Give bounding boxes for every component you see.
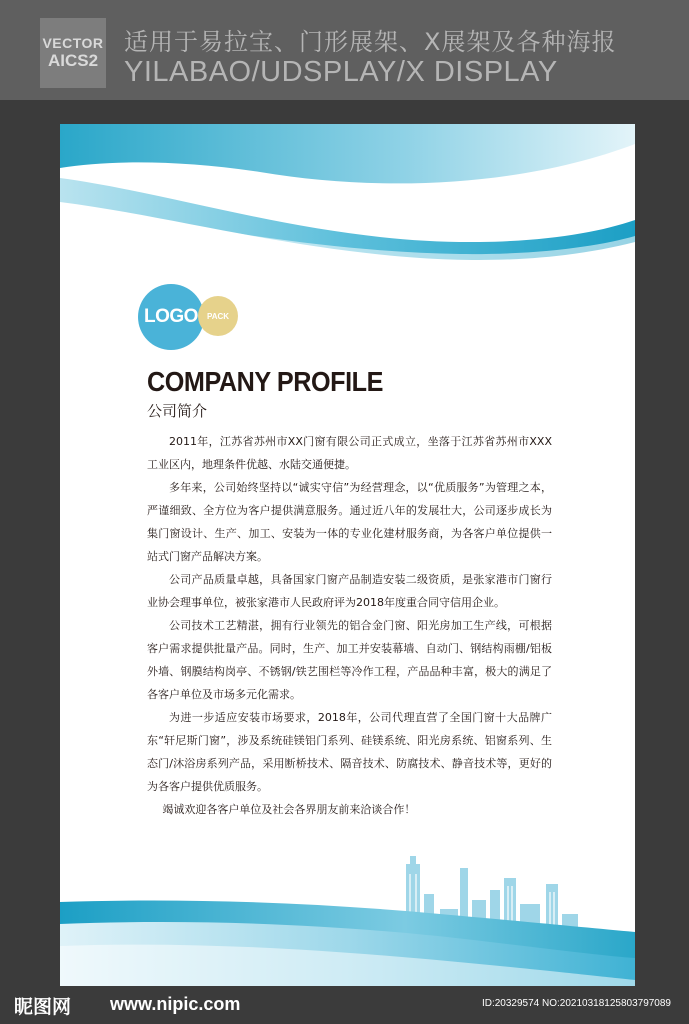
site-logo: 昵图网 [14,996,72,1018]
vector-badge [40,18,106,88]
profile-body [147,430,552,821]
poster [60,124,635,986]
profile-closing: 竭诚欢迎各客户单位及社会各界朋友前来洽谈合作！ [162,803,416,816]
logo-pack-circle: PACK [198,296,238,336]
top-wave-graphic [60,124,635,274]
badge-line2: AICS2 [47,51,99,71]
profile-paragraph: 多年来，公司始终坚持以“诚实守信”为经营理念，以“优质服务”为管理之本，严谨细致、全方位为客户提供满意服务。通过近八年的发展壮大，公司逐步成长为集门窗设计、生产、加工、安装为一体的专业化建材服务商，为各客户单位提供一站式门窗产品解决方案。 [147,481,552,563]
profile-paragraph: 公司技术工艺精湛，拥有行业领先的铝合金门窗、阳光房加工生产线，可根据客户需求提供批量产品。同时，生产、加工并安装幕墙、自动门、钢结构雨棚/铝板外墙、钢膜结构岗亭、不锈钢/铁艺围栏等冷作工程，产品品种丰富，极大的满足了各客户单位及市场多元化需求。 [147,619,552,701]
bottom-wave-graphic [60,896,635,986]
profile-title-en: COMPANY PROFILE [147,366,383,397]
logo-circle: LOGO [138,284,204,350]
site-url[interactable]: www.nipic.com [110,994,241,1014]
banner-title-en: YILABAO/UDSPLAY/X DISPLAY [124,56,558,88]
profile-paragraph: 为进一步适应安装市场要求，2018年，公司代理直营了全国门窗十大品牌广东“轩尼斯门窗”，涉及系统硅镁铝门系列、硅镁系统、阳光房系统、铝窗系列、生态门/沐浴房系列产品，采用断桥技术、隔音技术、防腐技术、静音技术等，更好的为各客户提供优质服务。 [147,711,552,793]
profile-paragraph: 公司产品质量卓越，具备国家门窗产品制造安装二级资质，是张家港市门窗行业协会理事单位，被张家港市人民政府评为2018年度重合同守信用企业。 [147,573,552,609]
top-banner [0,0,689,100]
image-id-text: ID:20329574 NO:20210318125803797089 [481,998,671,1009]
profile-title-cn: 公司简介 [147,402,208,420]
profile-paragraph: 2011年，江苏省苏州市XX门窗有限公司正式成立，坐落于江苏省苏州市XXX工业区内，地理条件优越、水陆交通便捷。 [147,435,552,471]
badge-line1: VECTOR [42,35,104,52]
company-logo [138,284,248,354]
banner-title-cn: 适用于易拉宝、门形展架、X展架及各种海报 [124,28,617,56]
